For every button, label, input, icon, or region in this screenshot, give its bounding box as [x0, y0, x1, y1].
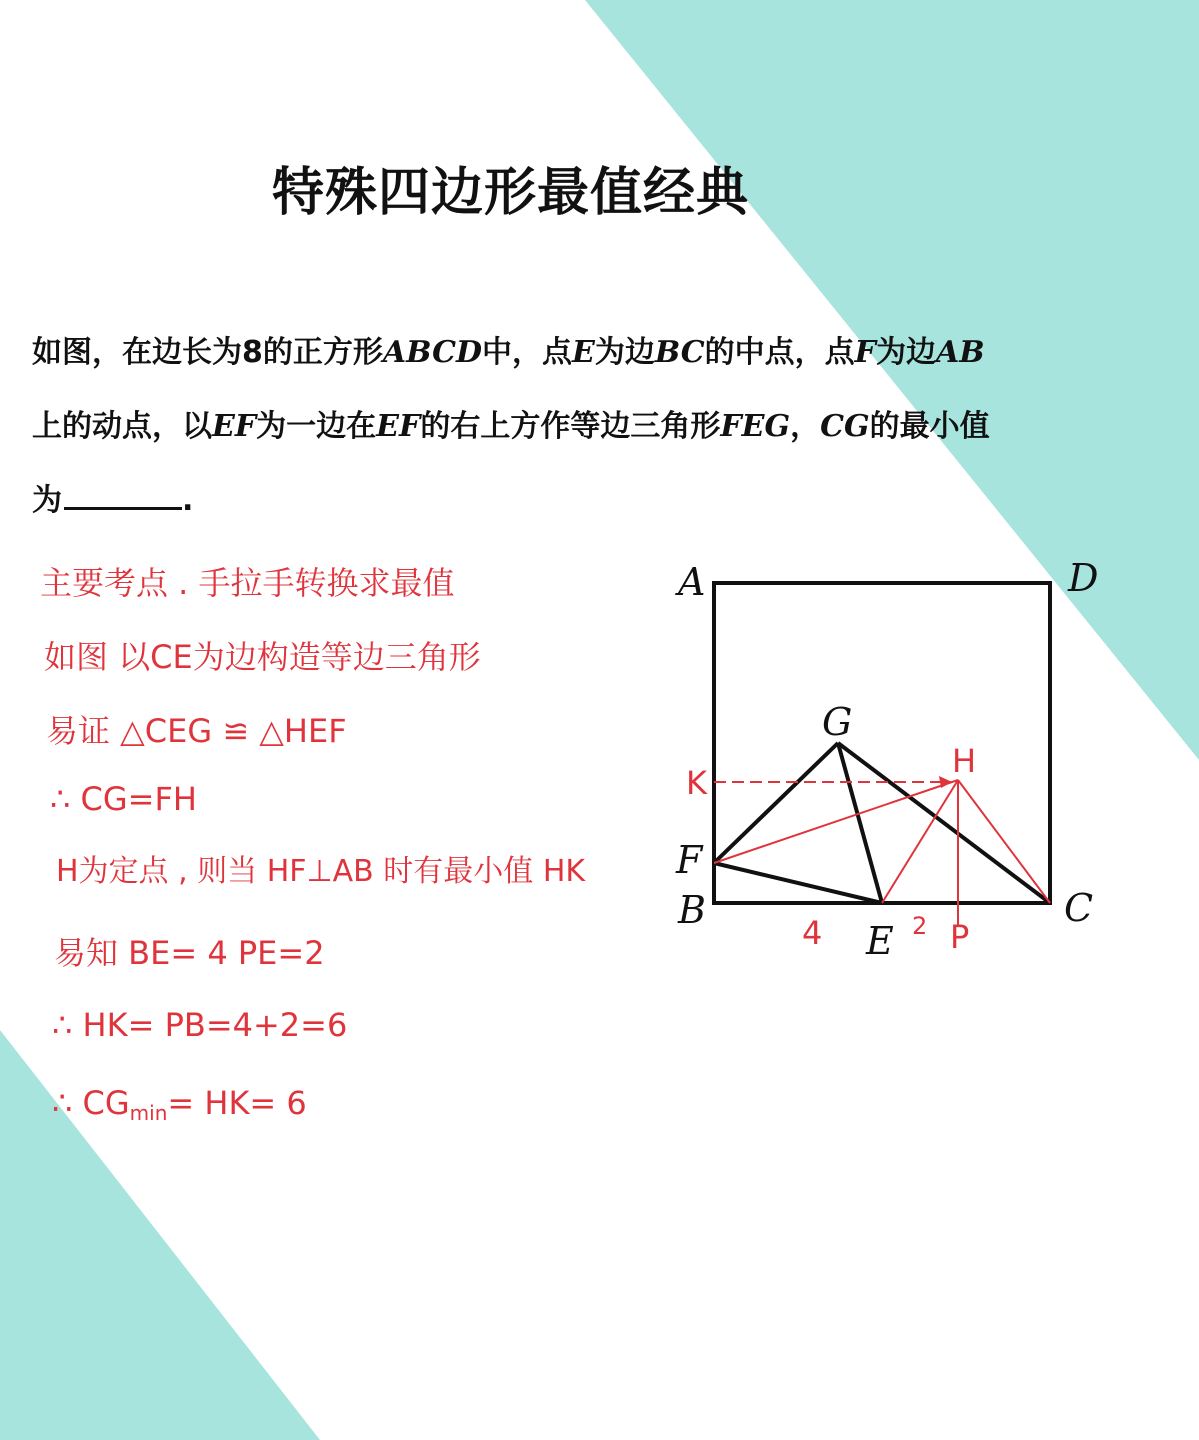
segment-gc [838, 743, 1050, 903]
segment-fg [714, 743, 838, 863]
square-abcd [714, 583, 1050, 903]
solution-line-1: 主要考点 . 手拉手转换求最值 [40, 564, 455, 602]
label-p: P [950, 918, 970, 956]
geometry-figure [660, 550, 1120, 970]
solution-line-4: ∴ CG=FH [50, 780, 197, 818]
figure-svg [660, 550, 1120, 970]
page-title: 特殊四边形最值经典 [272, 162, 750, 223]
solution-line-5: H为定点 , 则当 HF⊥AB 时有最小值 HK [56, 854, 586, 889]
segment-fe [714, 863, 882, 903]
label-g: G [822, 700, 853, 744]
segment-eh [882, 780, 958, 903]
label-e: E [866, 919, 894, 963]
label-d: D [1068, 556, 1099, 600]
answer-blank [64, 485, 182, 510]
problem-line-1: 如图，在边长为8的正方形ABCD中，点E为边BC的中点，点F为边AB [32, 335, 985, 370]
segment-ge [838, 743, 882, 903]
solution-line-6: 易知 BE= 4 PE=2 [54, 934, 325, 972]
solution-line-3: 易证 △CEG ≌ △HEF [46, 712, 347, 750]
solution-line-7: ∴ HK= PB=4+2=6 [52, 1006, 348, 1044]
label-k: K [686, 764, 707, 802]
label-a: A [678, 560, 706, 604]
label-seg-4: 4 [802, 914, 823, 952]
segment-fh [714, 780, 958, 863]
label-f: F [676, 838, 703, 882]
label-b: B [678, 888, 706, 932]
problem-line-3: 为 . [32, 483, 194, 518]
solution-line-8: ∴ $CG_{min}= HK= 6$ [52, 1084, 307, 1125]
solution-line-2: 如图 以CE为边构造等边三角形 [44, 638, 481, 676]
label-c: C [1064, 886, 1094, 930]
label-h: H [952, 742, 977, 780]
problem-line-2: 上的动点，以EF为一边在EF的右上方作等边三角形FEG，CG的最小值 [32, 409, 990, 444]
label-seg-2: 2 [912, 912, 928, 940]
problem-text [32, 316, 1172, 538]
